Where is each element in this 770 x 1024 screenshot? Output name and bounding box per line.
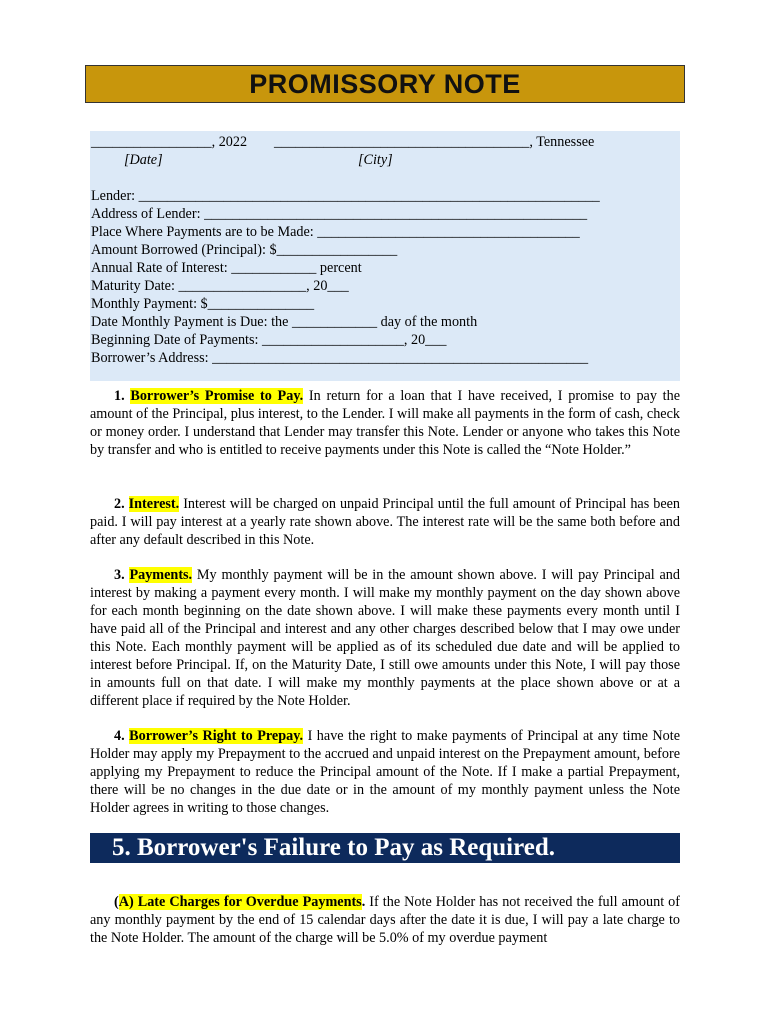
- field-payment-place: Place Where Payments are to be Made: _____________________________________: [91, 224, 580, 240]
- section-4-number: 4.: [114, 728, 125, 744]
- section-4-text: I have the right to make payments of Principal at any time Note Holder may apply my Prepayment to the accrued and unpaid interest on the Prepayment amount, before applying my Prepayment to reduce the Principal amount of the Note. If I make a partial Prepayment, there will be no changes in the due date or in the amount of my monthly payment unless the Note Holder agrees in writing to those changes.: [90, 728, 681, 816]
- section-1-promise-to-pay: [90, 387, 680, 459]
- field-lender-address: Address of Lender: ______________________________________________________: [91, 206, 588, 222]
- date-line: _________________, 2022: [91, 134, 248, 150]
- section-2-heading: Interest.: [128, 496, 180, 512]
- field-maturity-date: Maturity Date: __________________, 20___: [91, 278, 349, 294]
- city-label: [City]: [358, 152, 393, 168]
- section-3-payments: [90, 566, 680, 710]
- section-1-number: 1.: [114, 388, 125, 404]
- section-1-heading: Borrower’s Promise to Pay.: [130, 388, 304, 404]
- loan-info-box: [90, 131, 680, 381]
- city-line: ____________________________________, Tennessee: [274, 134, 595, 150]
- section-2-text: Interest will be charged on unpaid Principal until the full amount of Principal has been paid. I will pay interest at a yearly rate shown above. The interest rate will be the same both before and after any default described in this Note.: [90, 496, 681, 548]
- section-5a-period: .: [361, 894, 366, 910]
- section-3-heading: Payments.: [129, 567, 193, 583]
- field-monthly-payment: Monthly Payment: $_______________: [91, 296, 315, 312]
- document-title: PROMISSORY NOTE: [85, 65, 685, 103]
- field-amount-borrowed: Amount Borrowed (Principal): $_________________: [91, 242, 398, 258]
- section-3-text: My monthly payment will be in the amount shown above. I will pay Principal and interest by making a payment every month. I will make my monthly payment on the day shown above for each month beginning on the date shown above. I will make these payments every month until I have paid all of the Principal and interest and any other charges described below that I may owe under this Note. Each monthly payment will be applied as of its scheduled due date and will be applied to interest before Principal. If, on the Maturity Date, I still owe amounts under this Note, I will pay those in amounts full on that date. I will make my monthly payments at the place shown above or at a different place if required by the Note Holder.: [90, 567, 680, 709]
- section-4-heading: Borrower’s Right to Prepay.: [129, 728, 304, 744]
- section-5-header: 5. Borrower's Failure to Pay as Required.: [90, 833, 680, 863]
- field-lender: Lender: _________________________________________________________________: [91, 188, 600, 204]
- section-4-right-to-prepay: [90, 727, 680, 817]
- field-borrower-address: Borrower’s Address: _____________________________________________________: [91, 350, 589, 366]
- section-5a-heading: A) Late Charges for Overdue Payments: [118, 894, 362, 910]
- section-5a-open-paren: (: [114, 894, 119, 910]
- section-5a-late-charges: [90, 893, 680, 947]
- section-2-interest: [90, 495, 680, 549]
- section-2-number: 2.: [114, 496, 125, 512]
- section-1-text: In return for a loan that I have received, I promise to pay the amount of the Principal, plus interest, to the Lender. I will make all payments in the form of cash, check or money order. I understand that Lender may transfer this Note. Lender or anyone who takes this Note by transfer and who is entitled to receive payments under this Note is called the “Note Holder.”: [90, 388, 680, 458]
- section-5a-text: If the Note Holder has not received the full amount of any monthly payment by the end of 15 calendar days after the date it is due, I will pay a late charge to the Note Holder. The amount of the charge will be 5.0% of my overdue payment: [90, 894, 680, 946]
- field-interest-rate: Annual Rate of Interest: ____________ percent: [91, 260, 362, 276]
- field-beginning-date: Beginning Date of Payments: ____________________, 20___: [91, 332, 447, 348]
- date-label: [Date]: [124, 152, 163, 168]
- section-3-number: 3.: [114, 567, 125, 583]
- field-payment-due-date: Date Monthly Payment is Due: the ____________ day of the month: [91, 314, 478, 330]
